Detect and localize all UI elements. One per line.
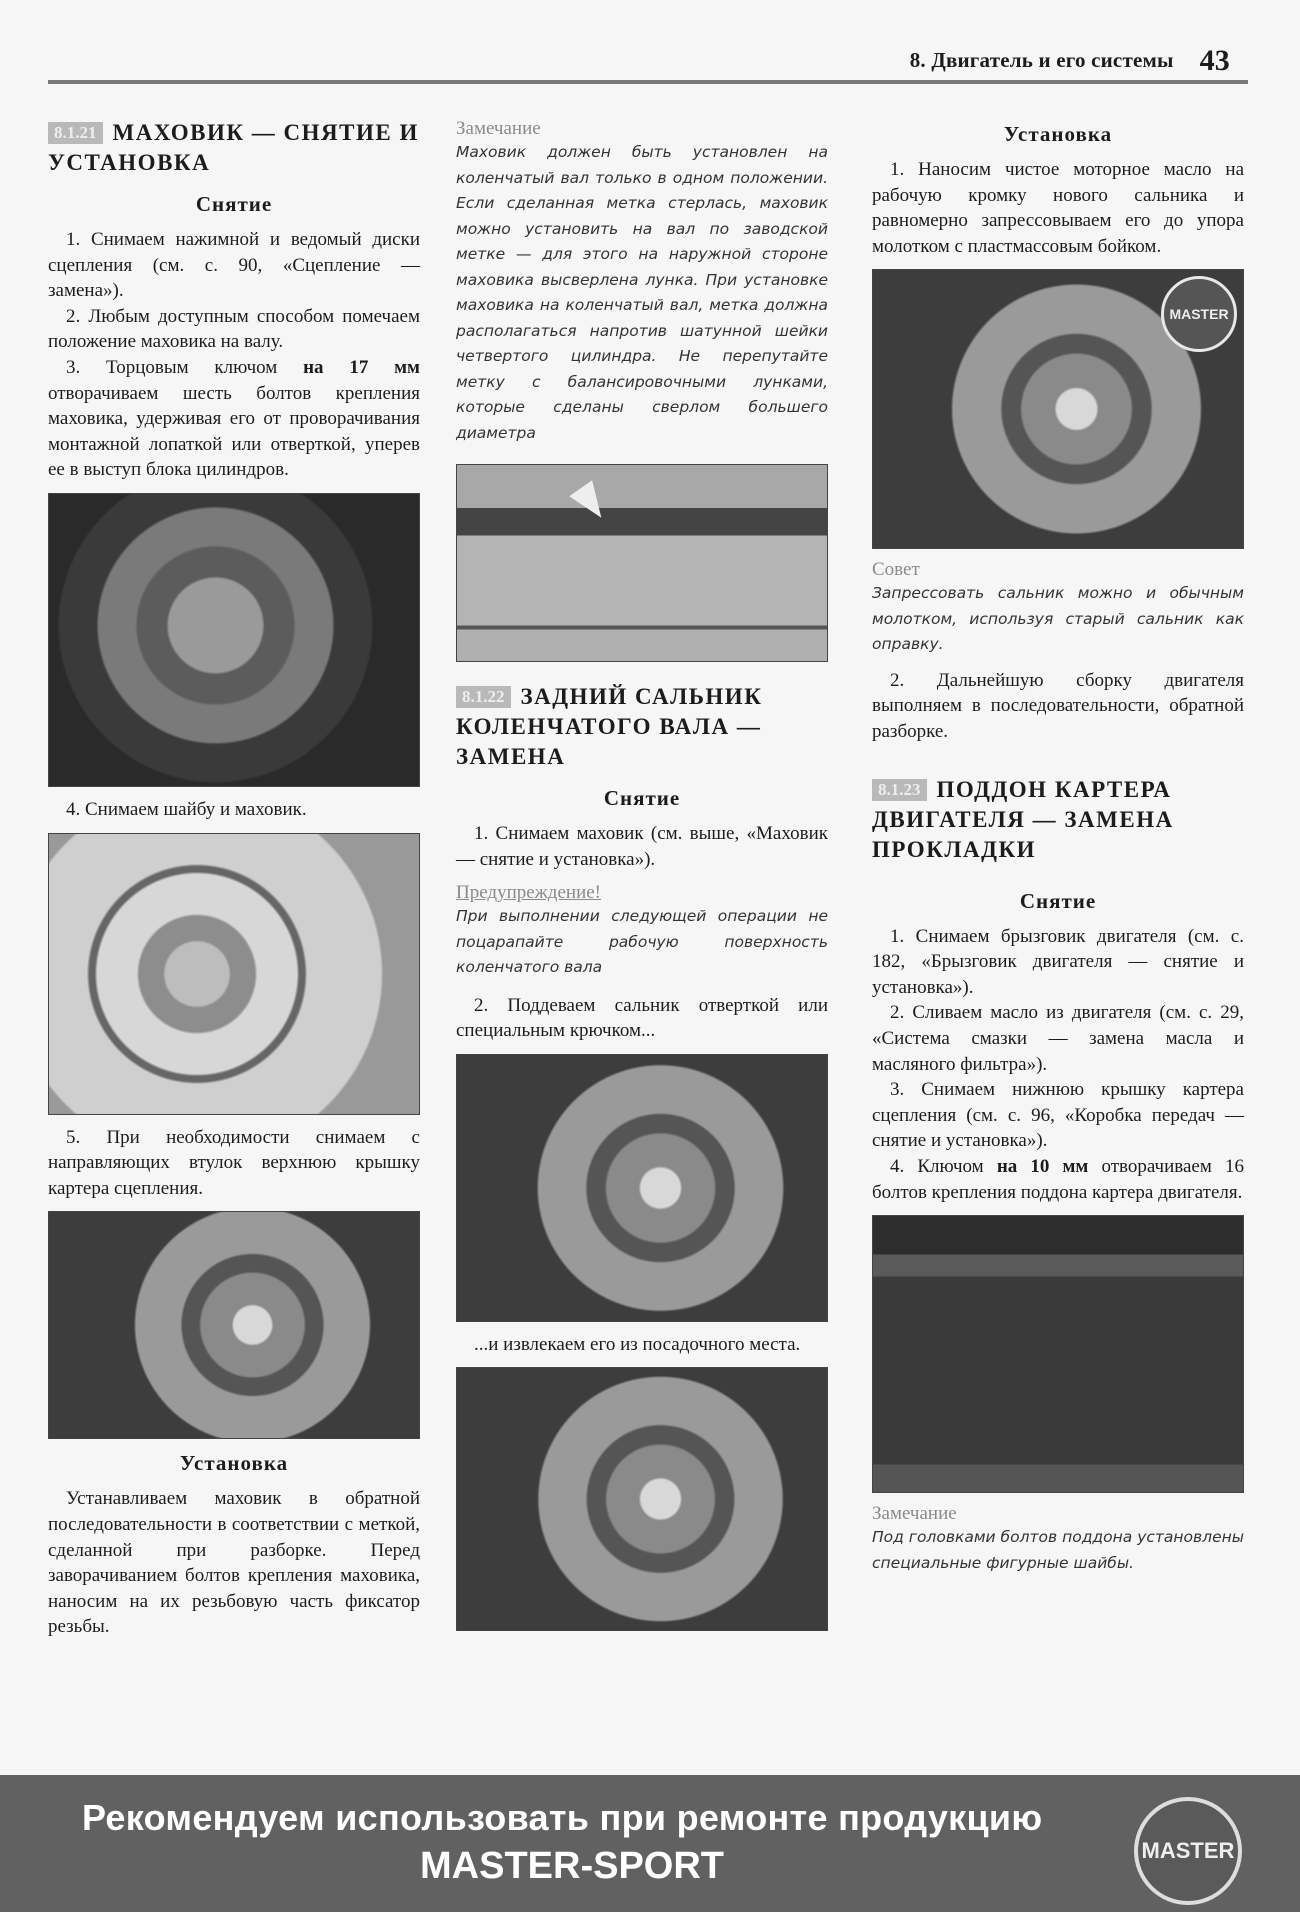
- step-4: 4. Снимаем шайбу и маховик.: [66, 798, 307, 820]
- master-sport-logo-icon: MASTER: [1134, 1797, 1242, 1905]
- warning-heading: Предупреждение!: [456, 882, 601, 904]
- photo-seal-install: [872, 269, 1244, 549]
- master-logo-icon: MASTER: [1161, 276, 1237, 352]
- step-4: 4. Ключом на 10 мм отворачиваем 16 болтов крепления поддона картера двигателя.: [872, 1156, 1244, 1203]
- running-header: [910, 44, 1230, 78]
- photo-flywheel-bolts: [48, 493, 420, 787]
- column-2: [456, 118, 828, 1641]
- note-text: Под головками болтов поддона установлены специальные фигурные шайбы.: [872, 1528, 1244, 1572]
- tip-heading: Совет: [872, 559, 920, 581]
- column-1: [48, 118, 420, 1640]
- footer-brand: MASTER-SPORT: [420, 1845, 724, 1887]
- section-number-badge: 8.1.21: [48, 122, 103, 144]
- chapter-title: 8. Двигатель и его системы: [909, 48, 1174, 72]
- step-3: 3. Торцовым ключом на 17 мм отворачиваем шесть болтов крепления маховика, удерживая его от проворачивания монтажной лопаткой или отверткой, уперев ее в выступ блока цилиндров.: [48, 356, 420, 481]
- subheading-removal: Снятие: [1019, 888, 1097, 913]
- advert-footer: [0, 1775, 1300, 1912]
- step-2: 2. Любым доступным способом помечаем положение маховика на валу.: [48, 305, 420, 353]
- subheading-install: Установка: [179, 1451, 289, 1476]
- photo-flywheel-mark: [456, 464, 828, 662]
- step-2-continued: ...и извлекаем его из посадочного места.: [474, 1333, 801, 1355]
- photo-seal-prying: [456, 1054, 828, 1322]
- section-number-badge: 8.1.23: [872, 779, 927, 801]
- step-1: 1. Снимаем брызговик двигателя (см. с. 182, «Брызговик двигателя — снятие и установка»).: [872, 925, 1244, 998]
- photo-seal-removal: [456, 1367, 828, 1631]
- note-heading: Замечание: [872, 1503, 957, 1525]
- tip-text: Запрессовать сальник можно и обычным молотком, используя старый сальник как оправку.: [872, 584, 1244, 654]
- photo-oil-pan: [872, 1215, 1244, 1493]
- step-5: 5. При необходимости снимаем с направляющих втулок верхнюю крышку картера сцепления.: [48, 1126, 420, 1199]
- install-step-1: 1. Наносим чистое моторное масло на рабочую кромку нового сальника и равномерно запрессовываем его до упора молотком с пластмассовым бойком.: [872, 159, 1244, 257]
- section-title-8-1-21: 8.1.21 МАХОВИК — СНЯТИЕ И УСТАНОВКА: [48, 120, 419, 175]
- warning-text: При выполнении следующей операции не поцарапайте рабочую поверхность коленчатого вала: [456, 907, 828, 977]
- page-number: 43: [1199, 44, 1230, 77]
- section-number-badge: 8.1.22: [456, 686, 511, 708]
- subheading-removal: Снятие: [603, 786, 681, 810]
- step-1: 1. Снимаем нажимной и ведомый диски сцепления (см. с. 90, «Сцепление — замена»).: [48, 229, 420, 302]
- note-text: Маховик должен быть установлен на коленчатый вал только в одном положении. Если сделанная метка стерлась, маховик можно установить на вал по заводской метке — для этого на наружной стороне маховика высверлена лунка. При установке маховика на коленчатый вал, метка должна располагаться напротив шатунной шейки четвертого цилиндра. Не перепутайте метку с балансировочными лунками, которые сделаны сверлом большего диаметра: [456, 143, 828, 442]
- footer-line-1: Рекомендуем использовать при ремонте продукцию: [82, 1797, 1043, 1838]
- step-3: 3. Снимаем нижнюю крышку картера сцепления (см. с. 96, «Коробка передач — снятие и установка»).: [872, 1079, 1244, 1152]
- section-title-8-1-22: 8.1.22 ЗАДНИЙ САЛЬНИК КОЛЕНЧАТОГО ВАЛА — ЗАМЕНА: [456, 684, 763, 769]
- subheading-removal: Снятие: [195, 192, 273, 216]
- arrow-icon: [569, 480, 613, 526]
- section-title-8-1-23: 8.1.23 ПОДДОН КАРТЕРА ДВИГАТЕЛЯ — ЗАМЕНА ПРОКЛАДКИ: [872, 776, 1174, 862]
- subheading-install: Установка: [1003, 122, 1113, 146]
- step-2: 2. Поддеваем сальник отверткой или специальным крючком...: [456, 994, 828, 1042]
- note-heading: Замечание: [456, 118, 541, 139]
- photo-clutch-housing: [48, 1211, 420, 1439]
- step-2: 2. Сливаем масло из двигателя (см. с. 29, «Система смазки — замена масла и масляного фильтра»).: [872, 1002, 1244, 1075]
- step-1: 1. Снимаем маховик (см. выше, «Маховик — снятие и установка»).: [456, 823, 828, 870]
- install-text: Устанавливаем маховик в обратной последовательности в соответствии с меткой, сделанной при разборке. Перед заворачиванием болтов крепления маховика, наносим на их резьбовую часть фиксатор резьбы.: [48, 1488, 420, 1638]
- photo-washer-flywheel: [48, 833, 420, 1115]
- header-rule: [48, 80, 1248, 84]
- column-3: [872, 118, 1244, 1576]
- install-step-2: 2. Дальнейшую сборку двигателя выполняем в последовательности, обратной разборке.: [872, 669, 1244, 743]
